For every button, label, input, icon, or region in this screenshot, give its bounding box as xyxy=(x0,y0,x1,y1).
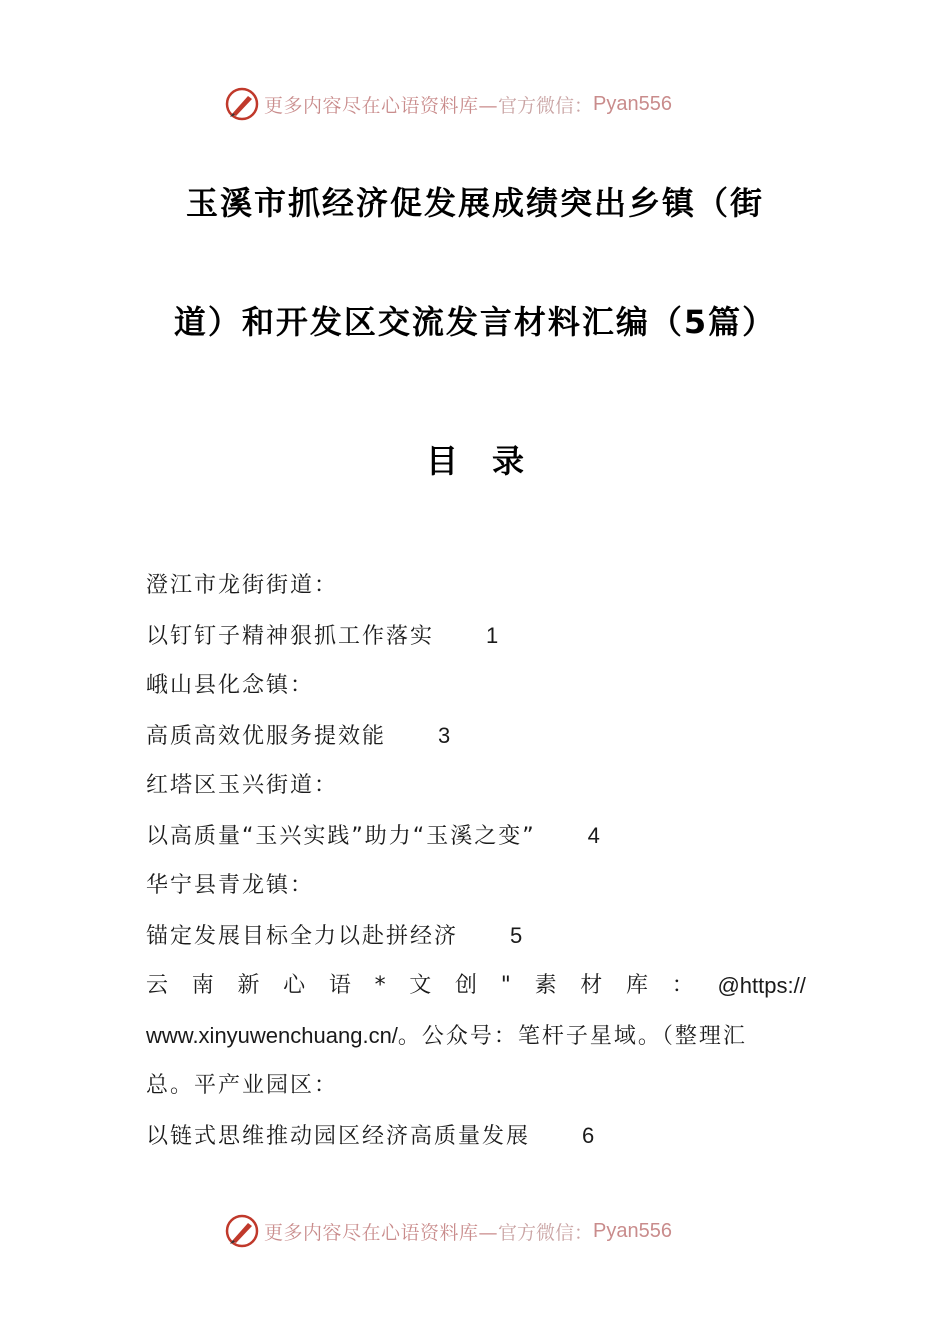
ad-line-2-text: 。公众号：笔杆子星域。（整理汇 xyxy=(397,1024,747,1049)
ad-char: 新 xyxy=(237,973,260,998)
ad-char: 素 xyxy=(534,973,557,998)
banner-wechat-id: Pyan556 xyxy=(593,1219,672,1242)
ad-line-3: 总。平产业园区： xyxy=(146,1073,339,1098)
banner-wechat-label: 官方微信： xyxy=(498,94,594,117)
toc-place: 红塔区玉兴街道： xyxy=(146,773,339,798)
toc-entry-title: 锚定发展目标全力以赴拼经济 xyxy=(146,924,459,949)
toc-entry[interactable] xyxy=(146,718,806,768)
pen-logo-icon xyxy=(224,1213,260,1249)
toc-entry[interactable] xyxy=(146,818,806,868)
banner-wechat-label: 官方微信： xyxy=(498,1221,594,1244)
toc-entry[interactable] xyxy=(146,1118,806,1168)
banner-text: 更多内容尽在心语资料库— xyxy=(264,94,499,117)
toc-entry-page: 5 xyxy=(510,923,523,948)
ad-url-start[interactable]: @https:// xyxy=(717,973,806,998)
pen-logo-icon xyxy=(224,86,260,122)
toc-entry[interactable] xyxy=(146,918,806,968)
document-title-line-1: 玉溪市抓经济促发展成绩突出乡镇（街 xyxy=(185,184,764,222)
toc-place: 澄江市龙街街道： xyxy=(146,573,339,598)
toc-entry-title: 以链式思维推动园区经济高质量发展 xyxy=(146,1124,531,1149)
ad-char: 材 xyxy=(580,973,603,998)
toc-entry-title: 高质高效优服务提效能 xyxy=(146,724,387,749)
ad-char: 云 xyxy=(146,973,169,998)
ad-char: 语 xyxy=(328,973,351,998)
ad-line-2 xyxy=(146,1018,806,1068)
toc-entry-title: 以高质量“玉兴实践”助力“玉溪之变” xyxy=(146,824,536,849)
toc-heading: 目录 xyxy=(425,442,558,480)
ad-char: * xyxy=(374,973,386,998)
header-watermark-banner xyxy=(224,84,672,124)
footer-watermark-banner xyxy=(224,1211,672,1251)
toc-entry-page: 6 xyxy=(582,1123,595,1148)
ad-char: 心 xyxy=(283,973,306,998)
ad-char: " xyxy=(500,973,511,998)
toc-place: 峨山县化念镇： xyxy=(146,673,315,698)
toc-entry-title: 以钉钉子精神狠抓工作落实 xyxy=(146,624,435,649)
ad-char: 南 xyxy=(191,973,214,998)
toc-place: 华宁县青龙镇： xyxy=(146,873,315,898)
ad-char: 文 xyxy=(409,973,432,998)
ad-char: ： xyxy=(671,973,694,998)
table-of-contents xyxy=(146,568,806,1168)
toc-entry[interactable] xyxy=(146,618,806,668)
toc-entry-page: 1 xyxy=(486,623,499,648)
toc-entry-page: 3 xyxy=(438,723,451,748)
ad-char: 库 xyxy=(626,973,649,998)
document-title-line-2: 道）和开发区交流发言材料汇编（5篇） xyxy=(173,303,777,341)
ad-url[interactable]: www.xinyuwenchuang.cn/ xyxy=(146,1023,398,1048)
ad-char: 创 xyxy=(455,973,478,998)
banner-text: 更多内容尽在心语资料库— xyxy=(264,1221,499,1244)
toc-entry-page: 4 xyxy=(587,823,600,848)
banner-wechat-id: Pyan556 xyxy=(593,92,672,115)
ad-line-1 xyxy=(146,968,806,1018)
